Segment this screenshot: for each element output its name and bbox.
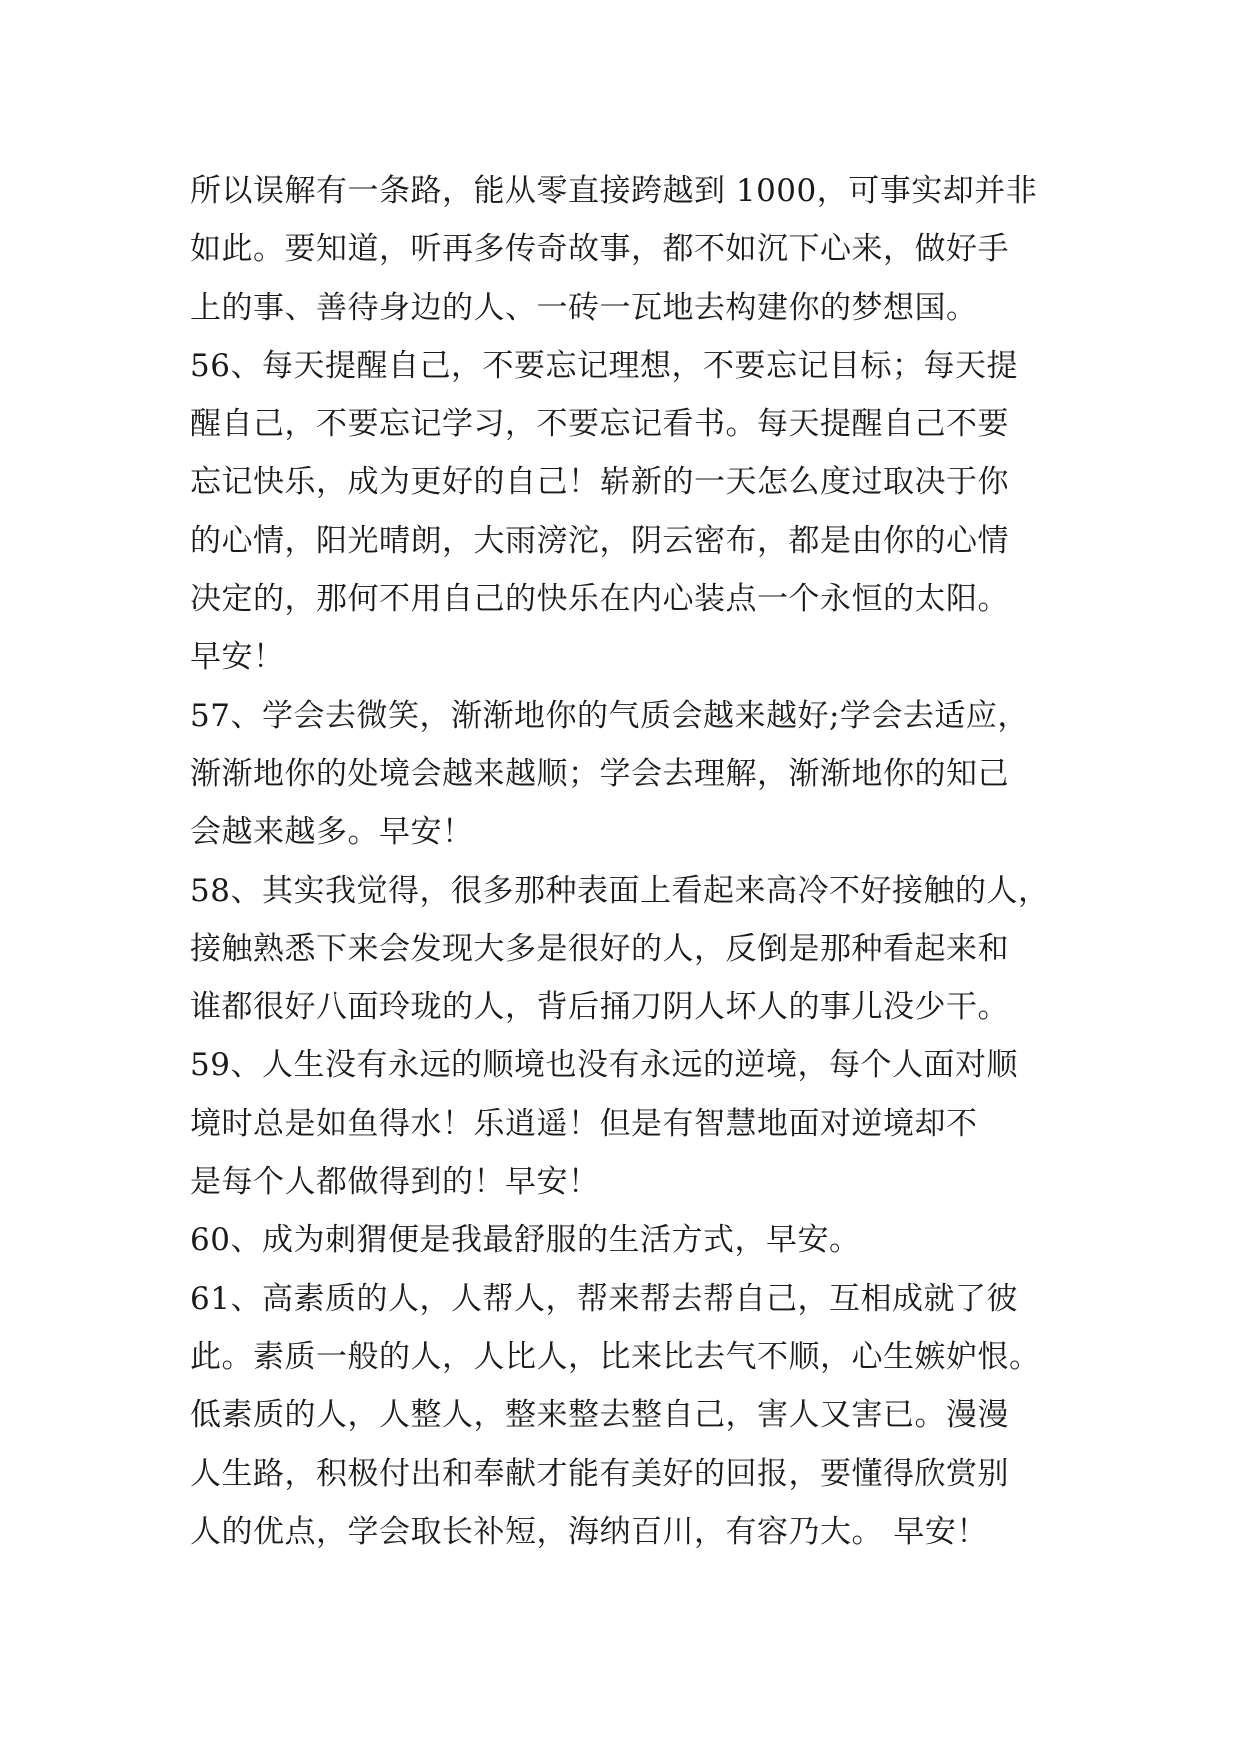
text-line: 的心情，阳光晴朗，大雨滂沱，阴云密布，都是由你的心情: [190, 522, 1009, 559]
text-line: 58、其实我觉得，很多那种表面上看起来高冷不好接触的人，: [190, 872, 1050, 909]
text-line: 60、成为刺猬便是我最舒服的生活方式，早安。: [190, 1222, 861, 1259]
text-line: 渐渐地你的处境会越来越顺；学会去理解，渐渐地你的知己: [190, 755, 1009, 792]
text-line: 59、人生没有永远的顺境也没有永远的逆境，每个人面对顺: [190, 1047, 1018, 1084]
text-line: 人的优点，学会取长补短，海纳百川，有容乃大。 早安！: [190, 1513, 988, 1550]
text-line: 决定的，那何不用自己的快乐在内心装点一个永恒的太阳。: [190, 581, 1009, 618]
text-line: 低素质的人，人整人，整来整去整自己，害人又害已。漫漫: [190, 1397, 1009, 1434]
text-line: 会越来越多。早安！: [190, 814, 474, 851]
text-line: 56、每天提醒自己，不要忘记理想，不要忘记目标；每天提: [190, 347, 1018, 384]
text-line: 是每个人都做得到的！早安！: [190, 1164, 600, 1201]
text-line: 谁都很好八面玲珑的人，背后捅刀阴人坏人的事儿没少干。: [190, 989, 1009, 1026]
document-body: [190, 162, 1090, 1561]
text-line: 57、学会去微笑，渐渐地你的气质会越来越好;学会去适应，: [190, 697, 1029, 734]
text-line: 醒自己，不要忘记学习，不要忘记看书。每天提醒自己不要: [190, 406, 1009, 443]
text-line: 如此。要知道，听再多传奇故事，都不如沉下心来，做好手: [190, 231, 1009, 268]
text-line: 境时总是如鱼得水！乐逍遥！但是有智慧地面对逆境却不: [190, 1105, 978, 1142]
text-line: 上的事、善待身边的人、一砖一瓦地去构建你的梦想国。: [190, 289, 978, 326]
text-line: 61、高素质的人，人帮人，帮来帮去帮自己，互相成就了彼: [190, 1280, 1018, 1317]
text-line: 忘记快乐，成为更好的自己！崭新的一天怎么度过取决于你: [190, 464, 1009, 501]
text-line: 早安！: [190, 639, 285, 676]
text-line: 此。素质一般的人，人比人，比来比去气不顺，心生嫉妒恨。: [190, 1338, 1041, 1375]
text-line: 所以误解有一条路，能从零直接跨越到 1000，可事实却并非: [190, 173, 1038, 209]
text-line: 人生路，积极付出和奉献才能有美好的回报，要懂得欣赏别: [190, 1455, 1009, 1492]
text-line: 接触熟悉下来会发现大多是很好的人，反倒是那种看起来和: [190, 930, 1009, 967]
